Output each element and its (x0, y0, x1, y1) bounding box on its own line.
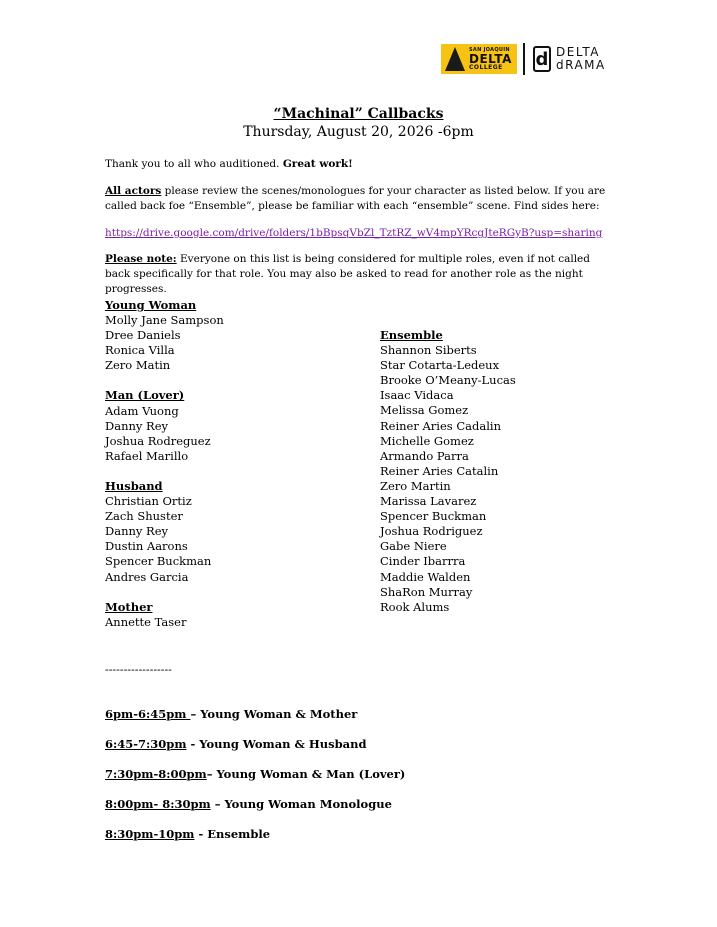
name-item: Danny Rey (105, 418, 169, 433)
name-item: Molly Jane Sampson (105, 313, 224, 328)
name-item: Cinder Ibarrra (380, 554, 466, 569)
schedule-time: 8:30pm-10pm (105, 827, 195, 841)
college-logo-mid: DELTA (469, 51, 512, 66)
name-item: Joshua Rodriguez (380, 524, 483, 539)
college-logo-top: SAN JOAQUIN (469, 46, 510, 53)
delta-triangle-icon (445, 47, 465, 71)
logo-divider (523, 43, 525, 75)
role-heading-man-lover: Man (Lover) (105, 388, 185, 403)
page-subtitle: Thursday, August 20, 2026 -6pm (243, 124, 474, 140)
schedule-desc: – Young Woman & Man (Lover) (206, 767, 406, 781)
sides-link[interactable]: https://drive.google.com/drive/folders/1bBpsqVbZl_TztRZ_wV4mpYRcgJteRGyB?usp=sharing (105, 227, 603, 239)
name-item: Gabe Niere (380, 539, 447, 554)
instructions-text: please review the scenes/monologues for your character as listed below. If you are called back foe “Ensemble”, please be familiar with each “ensemble” scene. Find sides here: (105, 185, 606, 212)
thanks-bold: Great work! (282, 158, 353, 170)
delta-college-logo (441, 44, 517, 74)
name-item: Melissa Gomez (380, 403, 469, 418)
name-item: Dree Daniels (105, 328, 181, 343)
name-item: Brooke O’Meany-Lucas (380, 373, 516, 388)
name-item: Annette Taser (105, 614, 187, 629)
role-heading-mother: Mother (105, 599, 153, 614)
name-item: Spencer Buckman (380, 509, 487, 524)
name-item: Armando Parra (380, 448, 469, 463)
schedule-desc: – Young Woman Monologue (210, 797, 392, 811)
name-item: Dustin Aarons (105, 539, 188, 554)
role-heading-young-woman: Young Woman (105, 298, 197, 312)
header-logos (441, 43, 606, 75)
instructions-paragraph (105, 184, 615, 214)
schedule-time: 7:30pm-8:00pm (105, 767, 207, 781)
name-item: Reiner Aries Cadalin (380, 418, 501, 433)
schedule-item (105, 707, 357, 721)
drama-logo-line2: dRAMA (556, 58, 606, 72)
name-item: Marissa Lavarez (380, 494, 477, 509)
name-item: Ronica Villa (105, 343, 175, 358)
schedule-item (105, 737, 367, 751)
role-heading-ensemble: Ensemble (380, 328, 443, 342)
page-title: “Machinal” Callbacks (273, 106, 444, 122)
schedule-time: 6:45-7:30pm (105, 737, 187, 751)
name-item: Shannon Siberts (380, 343, 477, 358)
drama-logo-line1: DELTA (556, 45, 600, 60)
schedule-item (105, 827, 270, 841)
note-lead: Please note: (105, 253, 177, 265)
schedule-desc: - Young Woman & Husband (186, 737, 367, 751)
name-item: Christian Ortiz (105, 494, 192, 509)
name-item: Adam Vuong (105, 403, 179, 418)
schedule-time: 8:00pm- 8:30pm (105, 797, 211, 811)
name-item: Michelle Gomez (380, 433, 474, 448)
name-item: Reiner Aries Catalin (380, 463, 499, 478)
name-item: Zero Matin (105, 358, 171, 373)
schedule-desc: - Ensemble (194, 827, 271, 841)
name-item: Andres Garcia (105, 569, 189, 584)
roles-right-column (380, 328, 516, 615)
sides-link-line (105, 226, 615, 241)
name-item: ShaRon Murray (380, 584, 473, 599)
delta-drama-mark-icon: d (533, 46, 551, 72)
instructions-lead: All actors (105, 185, 162, 197)
schedule-item (105, 767, 405, 781)
name-item: Zach Shuster (105, 509, 183, 524)
name-item: Danny Rey (105, 524, 169, 539)
schedule-desc: – Young Woman & Mother (190, 707, 358, 721)
name-item: Rook Alums (380, 599, 450, 614)
schedule-time: 6pm-6:45pm (105, 707, 191, 721)
name-item: Isaac Vidaca (380, 388, 454, 403)
delta-drama-logo (556, 46, 606, 71)
role-heading-husband: Husband (105, 478, 163, 493)
note-text: Everyone on this list is being considered for multiple roles, even if not called back specifically for that role. You may also be asked to read for another role as the night progresses. (105, 253, 590, 295)
thanks-paragraph (105, 157, 615, 172)
college-logo-bottom: COLLEGE (469, 63, 503, 71)
name-item: Spencer Buckman (105, 554, 212, 569)
name-item: Maddie Walden (380, 569, 471, 584)
name-item: Zero Martin (380, 478, 451, 493)
name-item: Rafael Marillo (105, 448, 189, 463)
thanks-text: Thank you to all who auditioned. (105, 158, 283, 170)
roles-left-column (105, 298, 224, 630)
name-item: Joshua Rodreguez (105, 433, 211, 448)
name-item: Star Cotarta-Ledeux (380, 358, 500, 373)
schedule-item (105, 797, 392, 811)
section-divider: ------------------ (105, 663, 172, 676)
note-paragraph (105, 252, 615, 297)
